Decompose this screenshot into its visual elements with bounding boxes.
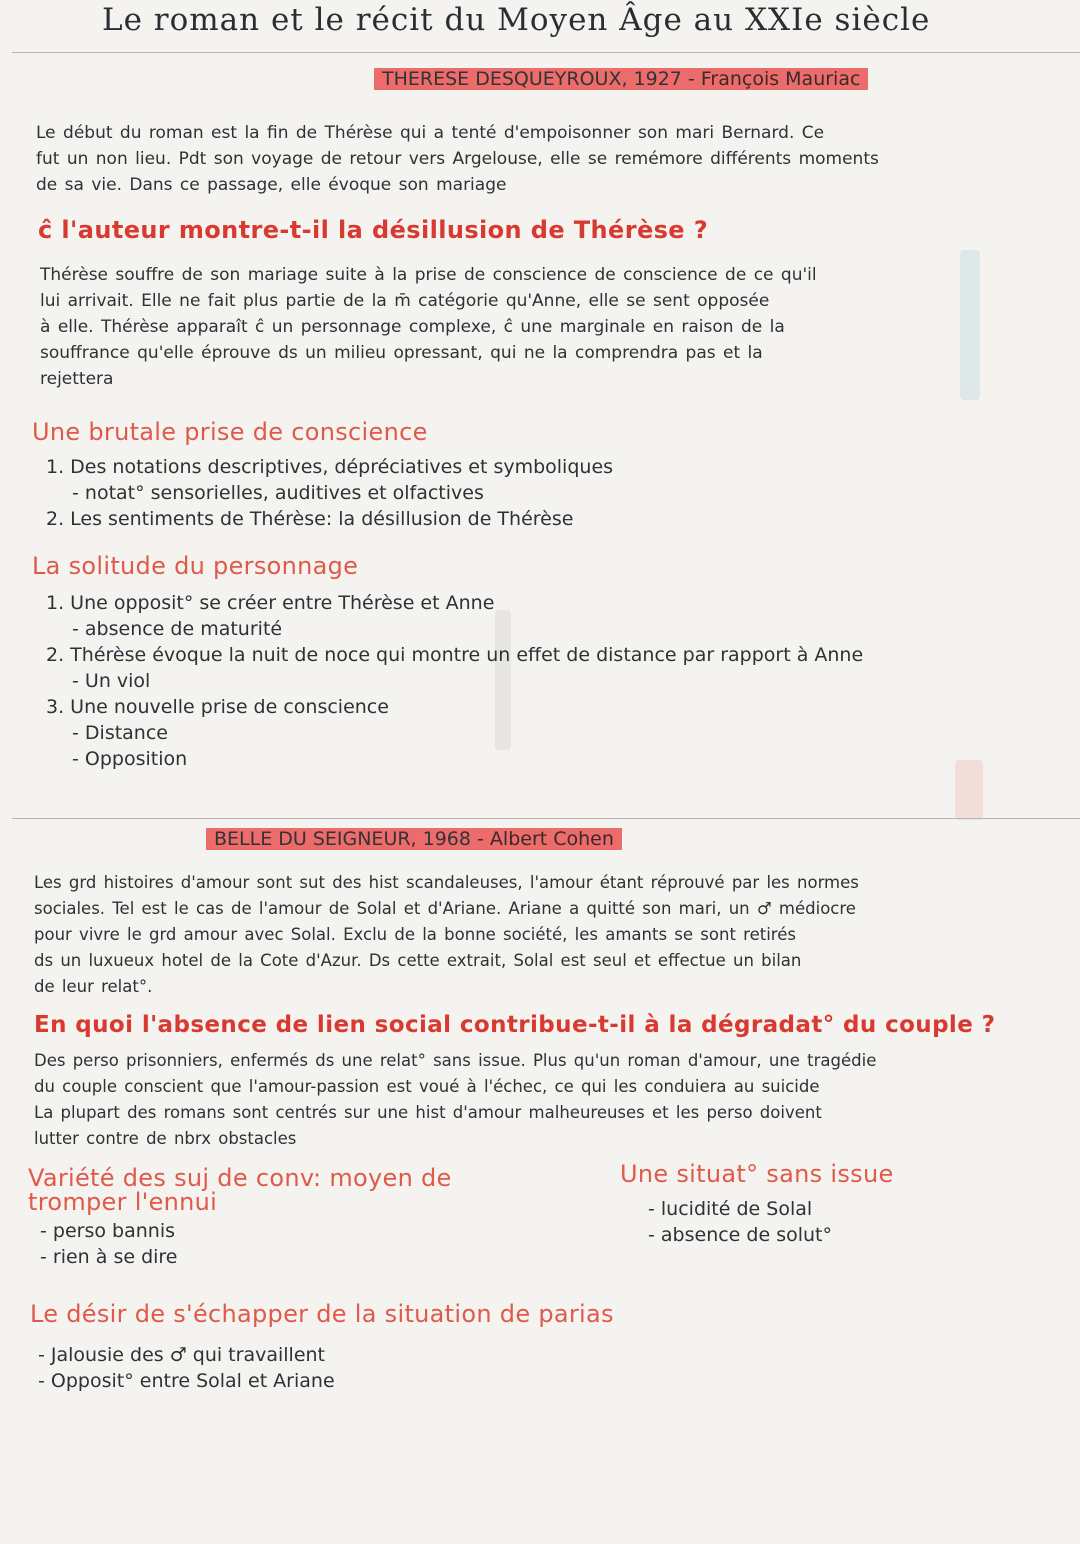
part-heading: Une situat° sans issue: [620, 1160, 894, 1188]
part-heading-line: tromper l'ennui: [28, 1188, 218, 1216]
list-item: - lucidité de Solal: [622, 1196, 832, 1222]
banner-author: - Albert Cohen: [477, 828, 614, 850]
list-item: - Un viol: [46, 668, 863, 694]
work-banner-belle: [206, 826, 622, 852]
banner-author: - François Mauriac: [687, 68, 861, 90]
problematic-question: En quoi l'absence de lien social contribue-t-il à la dégradat° du couple ?: [34, 1012, 996, 1038]
show-through-stain: [955, 760, 983, 820]
intro-paragraph: [36, 120, 1066, 198]
section-divider: [12, 818, 1080, 819]
part-list: [46, 590, 863, 772]
title-divider: [12, 52, 1080, 53]
part-heading: [28, 1164, 452, 1216]
list-item: - Opposit° entre Solal et Ariane: [12, 1368, 335, 1394]
text-line: fut un non lieu. Pdt son voyage de retour vers Argelouse, elle se remémore différents moments: [36, 149, 879, 169]
text-line: sociales. Tel est le cas de l'amour de Solal et d'Ariane. Ariane a quitté son mari, un ♂ médiocre: [34, 899, 856, 918]
banner-work-title: BELLE DU SEIGNEUR, 1968: [214, 828, 471, 850]
problematic-question: ĉ l'auteur montre-t-il la désillusion de Thérèse ?: [38, 216, 709, 244]
text-line: du couple conscient que l'amour-passion est voué à l'échec, ce qui les conduiera au suicide: [34, 1077, 820, 1096]
part-heading: Une brutale prise de conscience: [32, 418, 428, 446]
answer-paragraph: [34, 1048, 1074, 1152]
text-line: lui arrivait. Elle ne fait plus partie de la m̄ catégorie qu'Anne, elle se sent opposée: [40, 291, 770, 311]
text-line: Le début du roman est la fin de Thérèse qui a tenté d'empoisonner son mari Bernard. Ce: [36, 123, 825, 143]
list-item: 1. Des notations descriptives, dépréciatives et symboliques: [46, 456, 614, 478]
text-line: souffrance qu'elle éprouve ds un milieu opressant, qui ne la comprendra pas et la: [40, 343, 763, 363]
list-item: 2. Thérèse évoque la nuit de noce qui montre un effet de distance par rapport à Anne: [46, 644, 864, 666]
list-item: - perso bannis: [14, 1218, 178, 1244]
text-line: rejettera: [40, 369, 114, 389]
text-line: lutter contre de nbrx obstacles: [34, 1129, 297, 1148]
part-heading-line: Variété des suj de conv: moyen de: [28, 1164, 452, 1192]
list-item: - absence de maturité: [46, 616, 863, 642]
text-line: de leur relat°.: [34, 977, 153, 996]
text-line: Thérèse souffre de son mariage suite à la prise de conscience de conscience de ce qu'il: [40, 265, 817, 285]
list-item: - Jalousie des ♂ qui travaillent: [12, 1342, 335, 1368]
text-line: Des perso prisonniers, enfermés ds une relat° sans issue. Plus qu'un roman d'amour, une tragédie: [34, 1051, 877, 1070]
list-item: 3. Une nouvelle prise de conscience: [46, 696, 389, 718]
list-item: - notat° sensorielles, auditives et olfactives: [46, 480, 613, 506]
list-item: - rien à se dire: [14, 1244, 178, 1270]
text-line: ds un luxueux hotel de la Cote d'Azur. Ds cette extrait, Solal est seul et effectue un bilan: [34, 951, 802, 970]
list-item: - absence de solut°: [622, 1222, 832, 1248]
part-list: [12, 1342, 335, 1394]
part-list: [46, 454, 613, 532]
list-item: - Opposition: [46, 746, 863, 772]
text-line: Les grd histoires d'amour sont sut des hist scandaleuses, l'amour étant réprouvé par les normes: [34, 873, 859, 892]
part-list: [622, 1196, 832, 1248]
part-heading: Le désir de s'échapper de la situation de parias: [30, 1300, 614, 1328]
text-line: de sa vie. Dans ce passage, elle évoque son mariage: [36, 175, 507, 195]
part-heading: La solitude du personnage: [32, 552, 359, 580]
part-list: [14, 1218, 178, 1270]
list-item: 2. Les sentiments de Thérèse: la désillusion de Thérèse: [46, 508, 574, 530]
answer-paragraph: [40, 262, 1070, 392]
list-item: 1. Une opposit° se créer entre Thérèse et Anne: [46, 592, 495, 614]
intro-paragraph: [34, 870, 1074, 1000]
banner-work-title: THERESE DESQUEYROUX, 1927: [382, 68, 682, 90]
list-item: - Distance: [46, 720, 863, 746]
page-title: Le roman et le récit du Moyen Âge au XXIe siècle: [102, 2, 931, 38]
text-line: La plupart des romans sont centrés sur une hist d'amour malheureuses et les perso doivent: [34, 1103, 822, 1122]
text-line: à elle. Thérèse apparaît ĉ un personnage complexe, ĉ une marginale en raison de la: [40, 317, 785, 337]
text-line: pour vivre le grd amour avec Solal. Exclu de la bonne société, les amants se sont retirés: [34, 925, 796, 944]
work-banner-therese: [374, 66, 868, 92]
